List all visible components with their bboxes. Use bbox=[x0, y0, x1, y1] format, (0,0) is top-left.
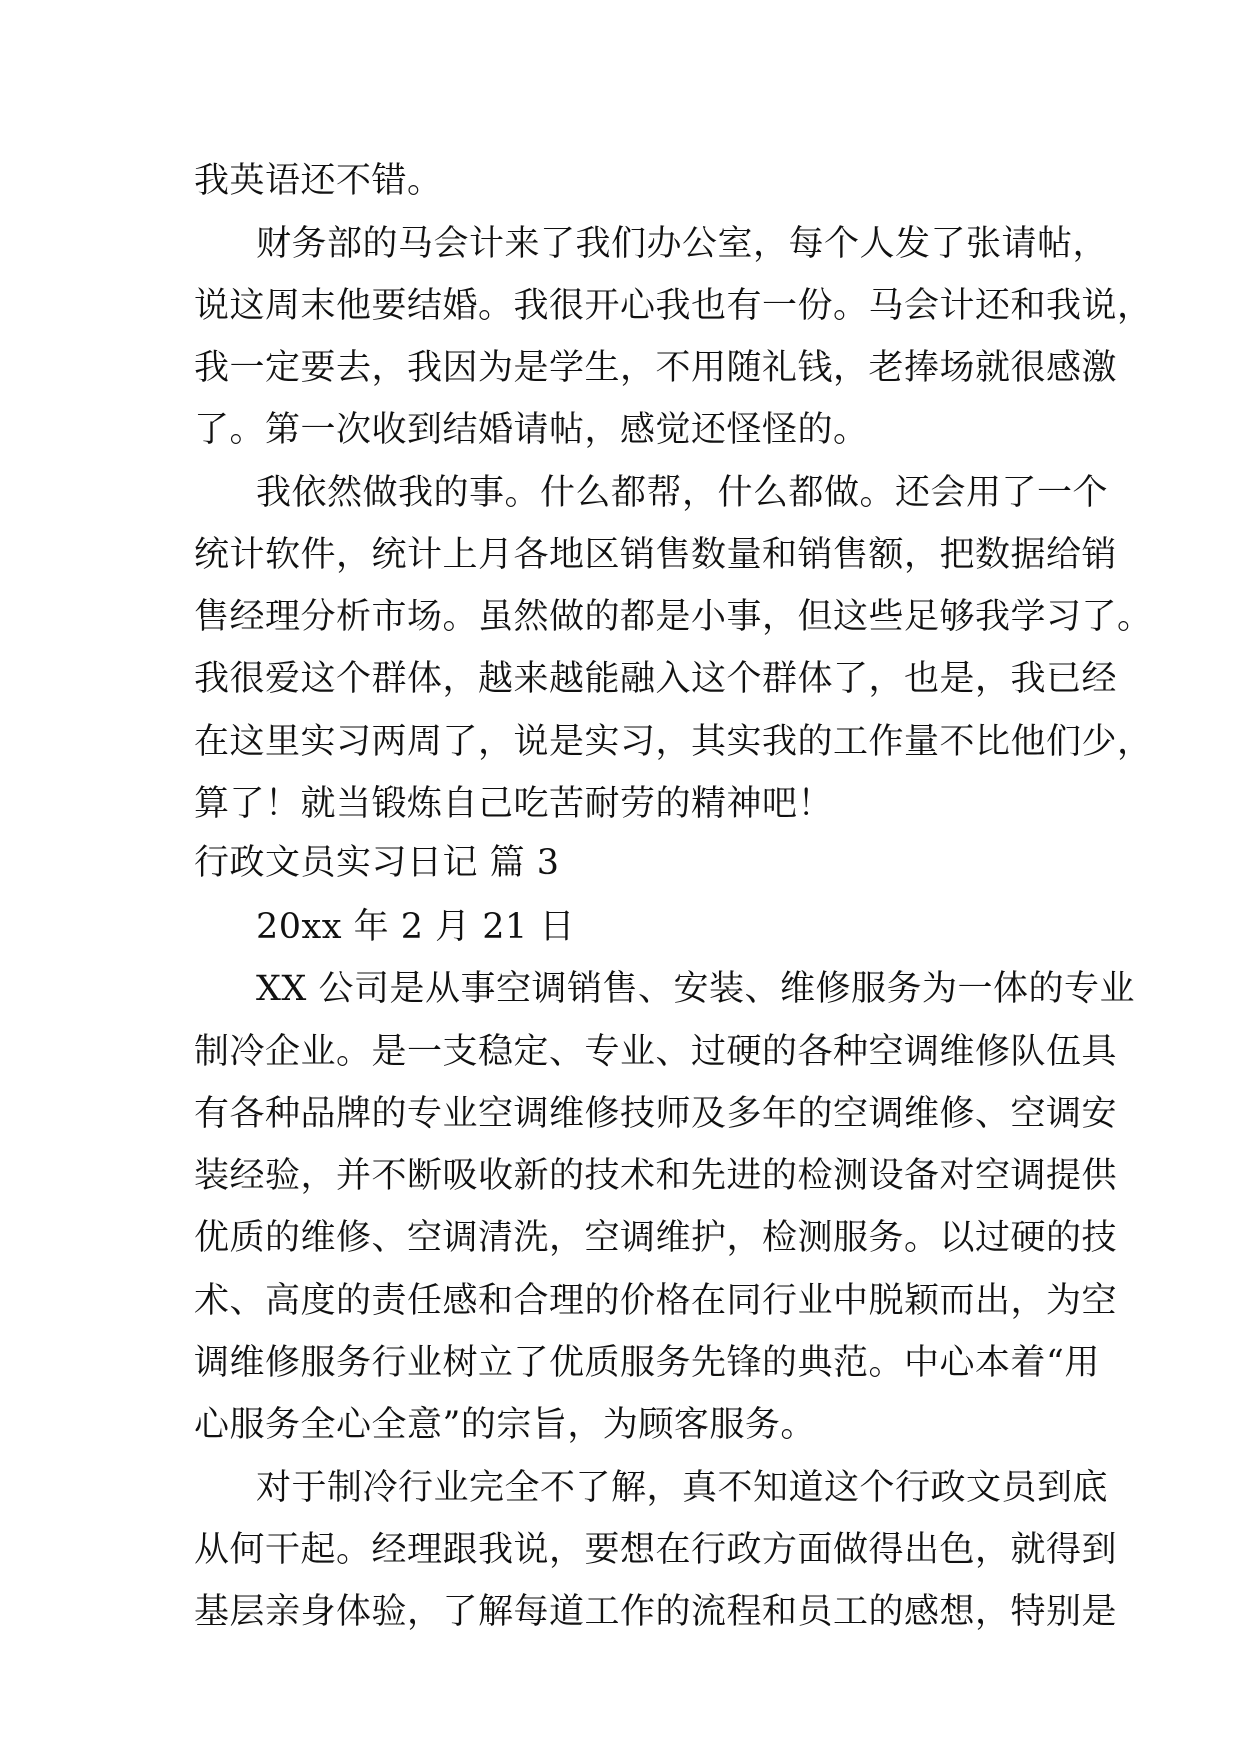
text-line: 制冷企业。是一支稳定、专业、过硬的各种空调维修队伍具 bbox=[194, 1032, 1118, 1072]
text-line: XX 公司是从事空调销售、安装、维修服务为一体的专业 bbox=[256, 969, 1135, 1009]
text-line: 在这里实习两周了，说是实习，其实我的工作量不比他们少， bbox=[194, 722, 1153, 762]
text-line: 我很爱这个群体，越来越能融入这个群体了，也是，我已经 bbox=[194, 659, 1118, 699]
text-line: 算了！就当锻炼自己吃苦耐劳的精神吧！ bbox=[194, 784, 834, 824]
text-line: 我一定要去，我因为是学生，不用随礼钱，老捧场就很感激 bbox=[194, 348, 1118, 388]
text-line: 从何干起。经理跟我说，要想在行政方面做得出色，就得到 bbox=[194, 1530, 1118, 1570]
text-line: 说这周末他要结婚。我很开心我也有一份。马会计还和我说， bbox=[194, 286, 1153, 326]
text-line: 我英语还不错。 bbox=[194, 161, 443, 201]
text-line: 售经理分析市场。虽然做的都是小事，但这些足够我学习了。 bbox=[194, 597, 1153, 637]
text-line: 财务部的马会计来了我们办公室，每个人发了张请帖， bbox=[256, 224, 1109, 264]
text-line: 术、高度的责任感和合理的价格在同行业中脱颖而出，为空 bbox=[194, 1281, 1118, 1321]
text-line: 装经验，并不断吸收新的技术和先进的检测设备对空调提供 bbox=[194, 1156, 1118, 1196]
text-line: 了。第一次收到结婚请帖，感觉还怪怪的。 bbox=[194, 410, 869, 450]
section-heading: 行政文员实习日记 篇 3 bbox=[194, 843, 560, 883]
diary-date: 20xx 年 2 月 21 日 bbox=[256, 907, 575, 947]
text-line: 优质的维修、空调清洗，空调维护，检测服务。以过硬的技 bbox=[194, 1218, 1118, 1258]
text-line: 心服务全心全意”的宗旨，为顾客服务。 bbox=[194, 1405, 816, 1445]
text-line: 基层亲身体验，了解每道工作的流程和员工的感想，特别是 bbox=[194, 1592, 1118, 1632]
text-line: 统计软件，统计上月各地区销售数量和销售额，把数据给销 bbox=[194, 535, 1118, 575]
text-line: 对于制冷行业完全不了解，真不知道这个行政文员到底 bbox=[256, 1468, 1109, 1508]
text-line: 调维修服务行业树立了优质服务先锋的典范。中心本着“用 bbox=[194, 1343, 1100, 1383]
text-line: 我依然做我的事。什么都帮，什么都做。还会用了一个 bbox=[256, 473, 1109, 513]
text-line: 有各种品牌的专业空调维修技师及多年的空调维修、空调安 bbox=[194, 1094, 1118, 1134]
